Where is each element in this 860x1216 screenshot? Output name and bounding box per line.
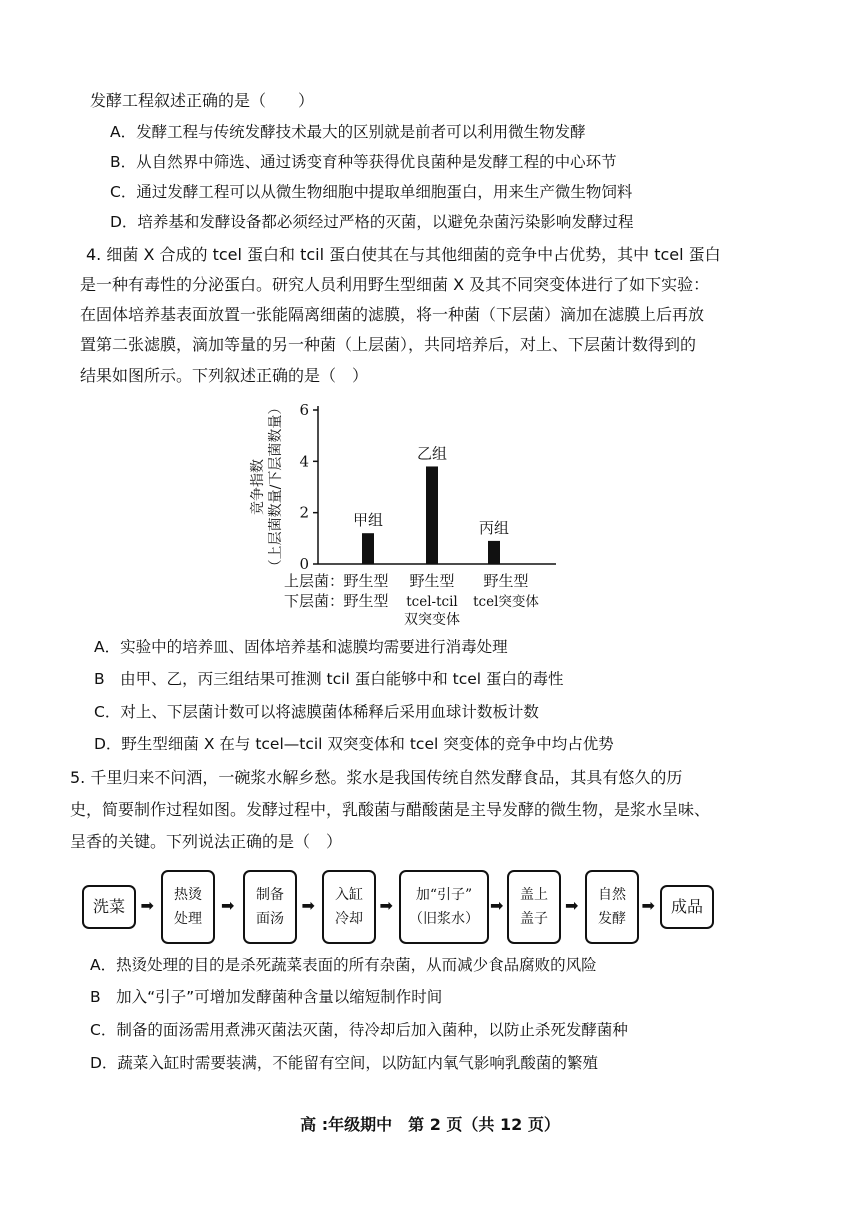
cover-lid-step bbox=[507, 870, 561, 944]
flow-arrow-icon: ➡ bbox=[301, 896, 315, 915]
blanch-step bbox=[161, 870, 215, 944]
flow-step-label: 入缸 bbox=[335, 887, 363, 903]
flow-arrow-icon: ➡ bbox=[140, 896, 154, 915]
prepare-noodle-soup-step bbox=[243, 870, 297, 944]
q5-option-b: B 加入“引子”可增加发酵菌种含量以缩短制作时间 bbox=[90, 988, 443, 1006]
y-tick-label: 0 bbox=[299, 555, 309, 573]
upper-strain-label: 野生型 bbox=[343, 572, 389, 590]
bar bbox=[426, 466, 438, 564]
bar-category-label: 乙组 bbox=[416, 444, 448, 463]
lower-strain-label: tcel突变体 bbox=[473, 594, 539, 610]
lower-strain-label: 双突变体 bbox=[404, 612, 460, 628]
flow-step-label: 自然 bbox=[598, 887, 626, 903]
competition-index-bar-chart bbox=[236, 392, 606, 628]
q4-stem-line: 置第二张滤膜，滴加等量的另一种菌（上层菌），共同培养后，对上、下层菌计数得到的 bbox=[80, 335, 697, 354]
row-label-lower: 下层菌： bbox=[284, 592, 345, 610]
natural-fermentation-step bbox=[585, 870, 639, 944]
q3-stem: 发酵工程叙述正确的是（ ） bbox=[90, 91, 315, 110]
flow-step-label: 成品 bbox=[670, 897, 703, 916]
y-axis-label: （上层菌数量/下层菌数量） bbox=[268, 400, 284, 574]
add-starter-step bbox=[399, 870, 489, 944]
q5-option-d: D．蔬菜入缸时需要装满，不能留有空间，以防缸内氧气影响乳酸菌的繁殖 bbox=[90, 1054, 598, 1072]
upper-strain-label: 野生型 bbox=[483, 572, 529, 590]
flow-step-label: 处理 bbox=[174, 911, 202, 927]
q4-option-a: A．实验中的培养皿、固体培养基和滤膜均需要进行消毒处理 bbox=[94, 638, 508, 656]
q4-option-d: D．野生型细菌 X 在与 tcel—tcil 双突变体和 tcel 突变体的竞争中均占优势 bbox=[94, 735, 614, 753]
q4-stem-line: 是一种有毒性的分泌蛋白。研究人员利用野生型细菌 X 及其不同突变体进行了如下实验： bbox=[80, 275, 710, 294]
q5-option-a: A．热烫处理的目的是杀死蔬菜表面的所有杂菌，从而减少食品腐败的风险 bbox=[90, 956, 597, 974]
q4-stem-line: 在固体培养基表面放置一张能隔离细菌的滤膜，将一种菌（下层菌）滴加在滤膜上后再放 bbox=[80, 305, 705, 324]
row-label-upper: 上层菌： bbox=[284, 572, 345, 590]
bar bbox=[362, 533, 374, 564]
flow-step-label: 盖子 bbox=[520, 911, 548, 927]
flow-arrow-icon: ➡ bbox=[565, 896, 579, 915]
lower-strain-label: 野生型 bbox=[343, 592, 389, 610]
q3-option-b: B．从自然界中筛选、通过诱变育种等获得优良菌种是发酵工程的中心环节 bbox=[110, 153, 617, 171]
bar-category-label: 丙组 bbox=[478, 518, 510, 537]
flow-step-label: 发酵 bbox=[598, 911, 626, 927]
q4-stem-line: 结果如图所示。下列叙述正确的是（ ） bbox=[80, 366, 369, 385]
flow-arrow-icon: ➡ bbox=[641, 896, 655, 915]
q5-option-c: C．制备的面汤需用煮沸灭菌法灭菌，待冷却后加入菌种，以防止杀死发酵菌种 bbox=[90, 1021, 628, 1039]
bar-category-label: 甲组 bbox=[352, 511, 384, 530]
flow-arrow-icon: ➡ bbox=[221, 896, 235, 915]
flow-step-label: （旧浆水） bbox=[409, 911, 479, 927]
flow-step-label: 冷却 bbox=[335, 911, 363, 927]
q3-option-c: C．通过发酵工程可以从微生物细胞中提取单细胞蛋白，用来生产微生物饲料 bbox=[110, 183, 633, 201]
flow-arrow-icon: ➡ bbox=[490, 896, 504, 915]
q3-option-d: D．培养基和发酵设备都必须经过严格的灭菌，以避免杂菌污染影响发酵过程 bbox=[110, 213, 634, 231]
flow-step-label: 洗菜 bbox=[92, 897, 125, 916]
q5-stem-line: 5. 千里归来不问酒，一碗浆水解乡愁。浆水是我国传统自然发酵食品，其具有悠久的历 bbox=[70, 768, 683, 787]
page-footer: 高 :年级期中 第 2 页（共 12 页） bbox=[300, 1115, 560, 1134]
flow-arrow-icon: ➡ bbox=[379, 896, 393, 915]
q4-option-b: B 由甲、乙，丙三组结果可推测 tcil 蛋白能够中和 tcel 蛋白的毒性 bbox=[94, 670, 564, 688]
bar bbox=[488, 541, 500, 564]
flow-step-label: 加“引子” bbox=[415, 887, 473, 903]
y-tick-label: 2 bbox=[299, 503, 309, 522]
q5-stem-line: 呈香的关键。下列说法正确的是（ ） bbox=[70, 832, 343, 851]
flow-step-label: 制备 bbox=[256, 887, 284, 903]
q4-option-c: C．对上、下层菌计数可以将滤膜菌体稀释后采用血球计数板计数 bbox=[94, 703, 539, 721]
q5-stem-line: 史，简要制作过程如图。发酵过程中，乳酸菌与醋酸菌是主导发酵的微生物，是浆水呈味、 bbox=[70, 800, 711, 819]
q4-stem-line: 4. 细菌 X 合成的 tcel 蛋白和 tcil 蛋白使其在与其他细菌的竞争中占优势，其中 tcel 蛋白 bbox=[86, 245, 721, 264]
lower-strain-label: tcel-tcil bbox=[406, 594, 458, 610]
y-tick-label: 4 bbox=[299, 452, 309, 471]
wash-vegetables-step bbox=[82, 885, 136, 929]
jar-cooling-step bbox=[322, 870, 376, 944]
upper-strain-label: 野生型 bbox=[409, 572, 455, 590]
flow-step-label: 热烫 bbox=[174, 887, 202, 903]
q3-option-a: A．发酵工程与传统发酵技术最大的区别就是前者可以利用微生物发酵 bbox=[110, 123, 586, 141]
y-tick-label: 6 bbox=[299, 401, 309, 419]
flow-step-label: 面汤 bbox=[256, 911, 284, 927]
final-product-step bbox=[660, 885, 714, 929]
flow-step-label: 盖上 bbox=[520, 887, 548, 903]
y-axis-label: 竞争指数 bbox=[250, 459, 266, 515]
